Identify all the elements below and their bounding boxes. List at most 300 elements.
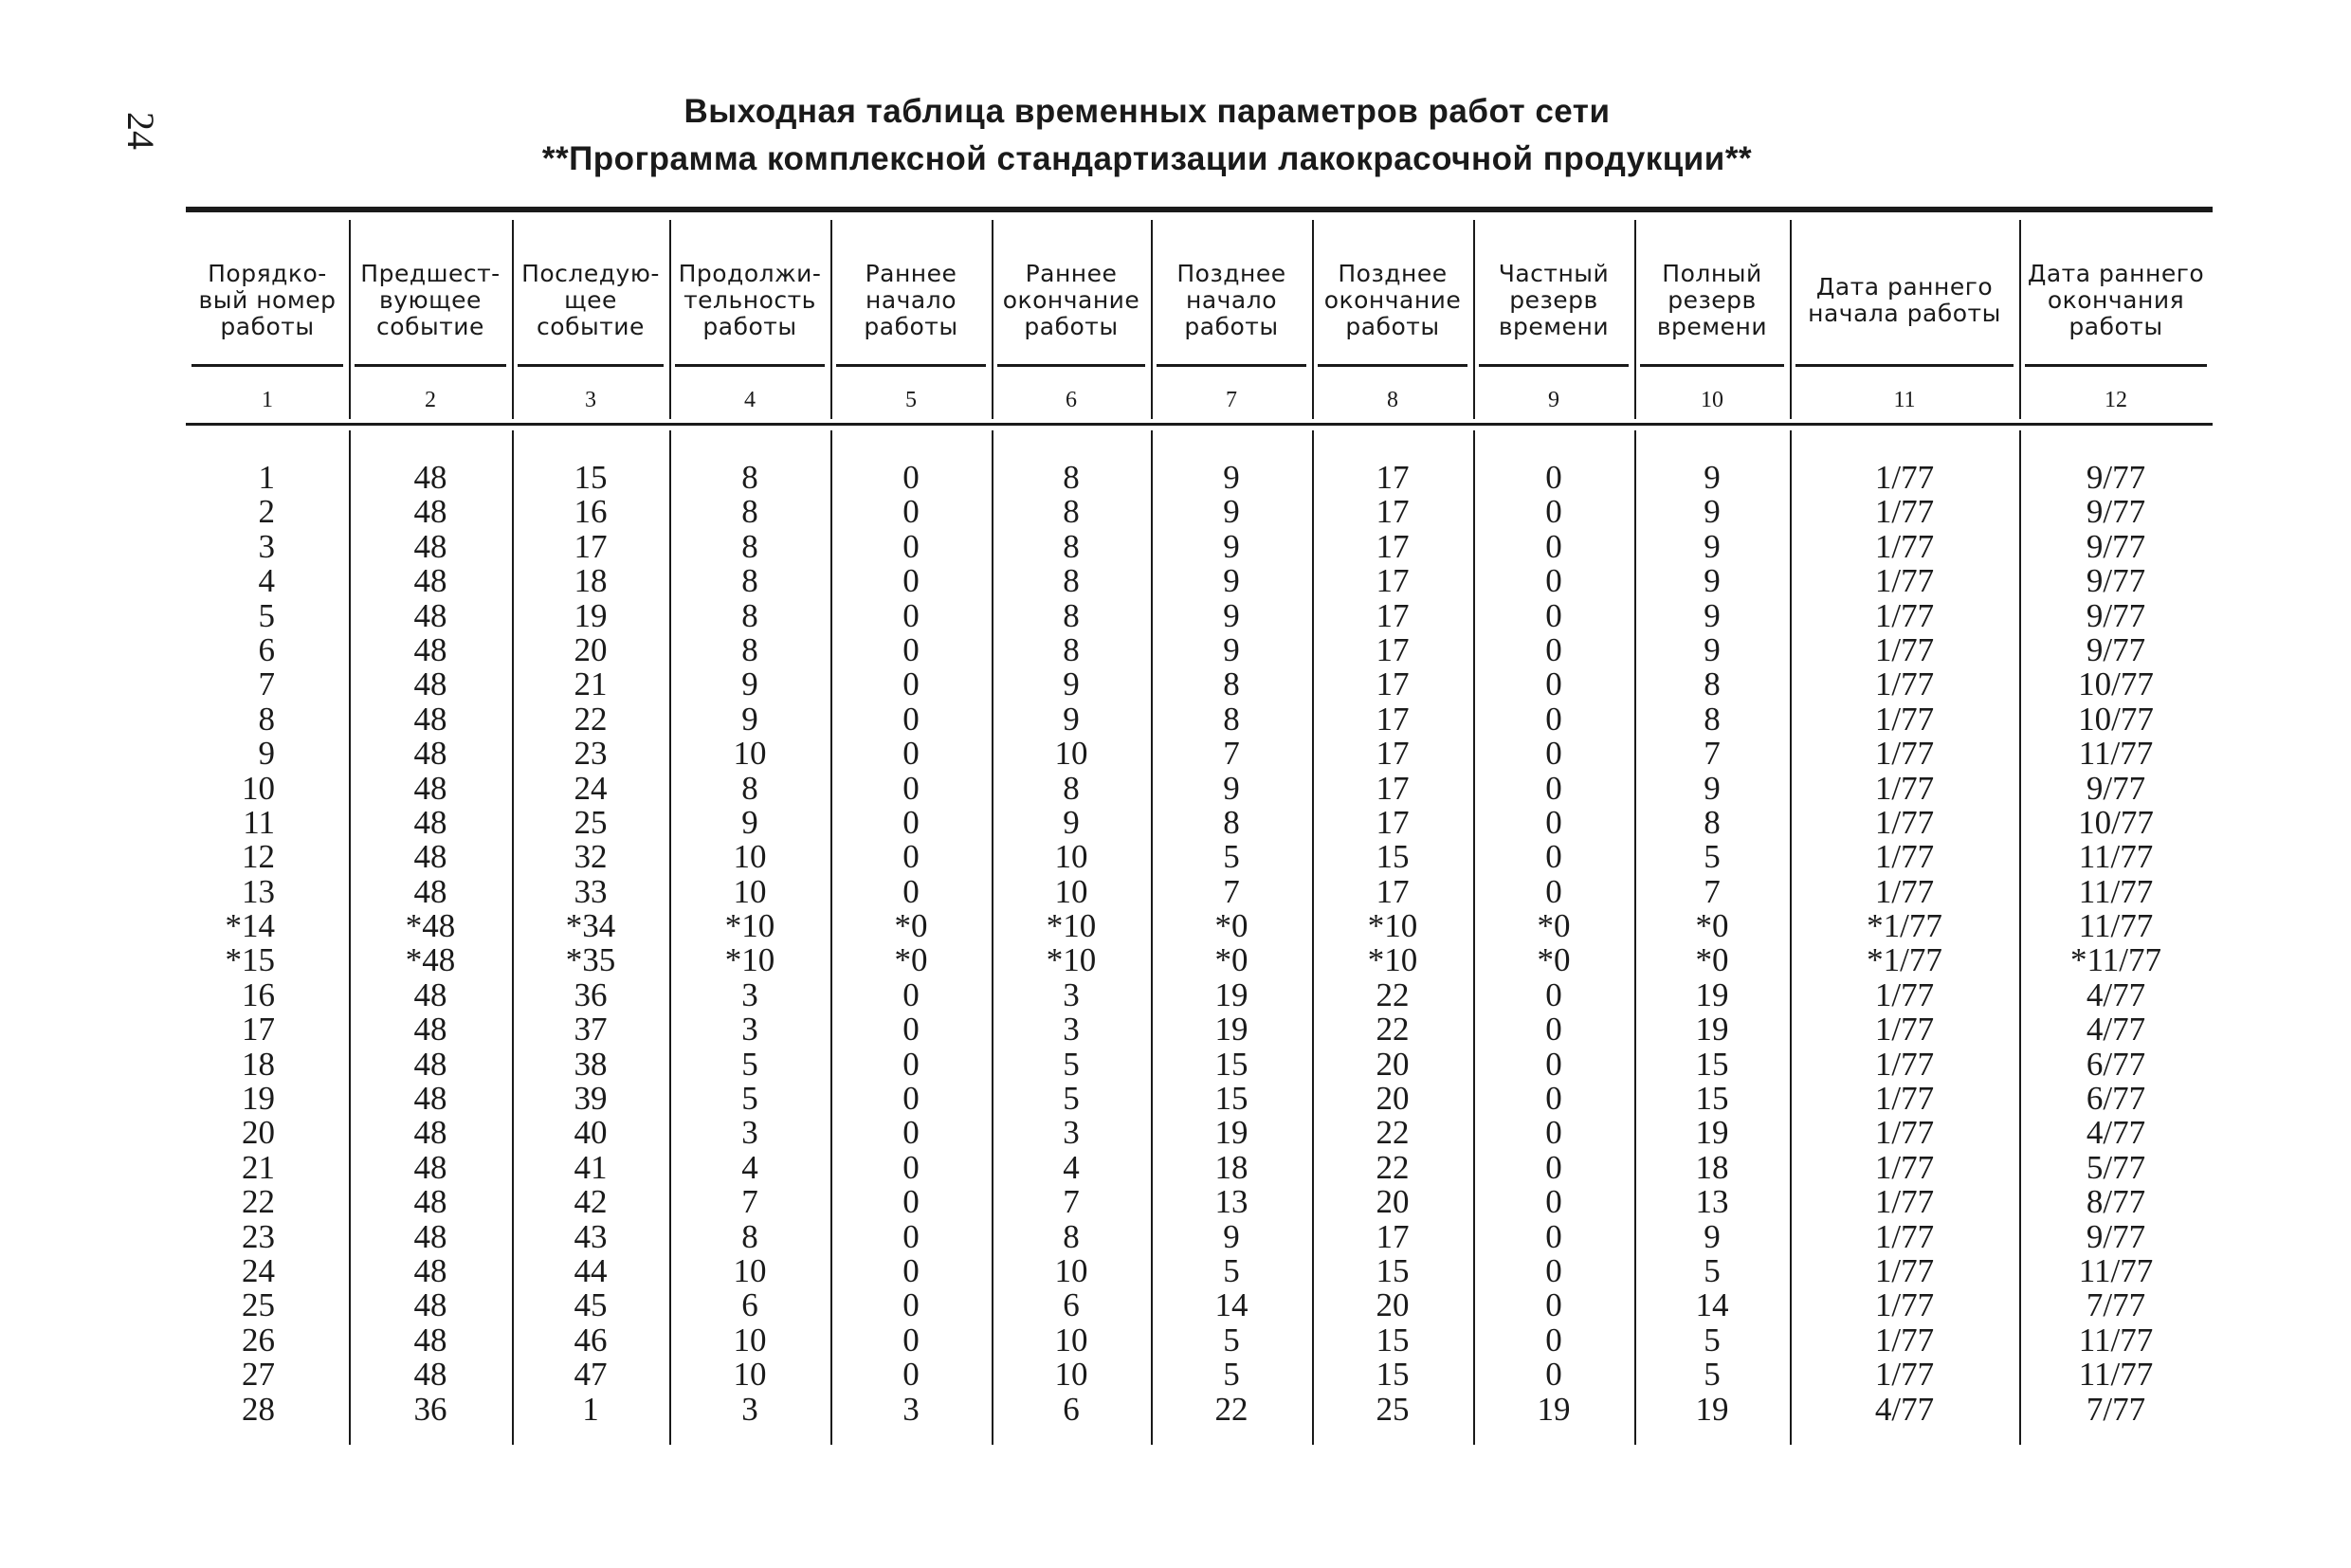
table-cell: *48 [405, 941, 456, 979]
table-cell: 9/77 [2086, 1217, 2146, 1255]
table-cell: 17 [1376, 803, 1410, 841]
table-cell: 10/77 [2078, 803, 2154, 841]
table-cell: 1 [258, 459, 275, 496]
table-cell: 48 [413, 562, 447, 600]
table-cell: 18 [1214, 1148, 1248, 1186]
table-cell: 0 [1545, 459, 1562, 496]
table-cell: 20 [1376, 1045, 1410, 1083]
table-cell: 0 [902, 527, 920, 565]
table-cell: 22 [1376, 1114, 1410, 1152]
table-cell: 10 [1054, 1356, 1088, 1394]
table-cell: 7 [1063, 1183, 1080, 1221]
table-cell: 48 [413, 1356, 447, 1394]
table-cell: 3 [741, 1011, 758, 1048]
table-cell: 8 [1704, 700, 1721, 738]
table-cell: 11/77 [2078, 1321, 2154, 1358]
table-cell: 0 [1545, 700, 1562, 738]
table-cell: 6 [1063, 1390, 1080, 1428]
table-cell: 0 [902, 1286, 920, 1324]
table-cell: 5 [1704, 838, 1721, 876]
table-cell: 0 [902, 1148, 920, 1186]
column-number: 9 [1548, 388, 1559, 412]
table-cell: *10 [1367, 941, 1418, 979]
table-cell: 7/77 [2086, 1390, 2146, 1428]
table-cell: 0 [902, 459, 920, 496]
table-cell: 48 [413, 975, 447, 1013]
table-cell: 25 [1376, 1390, 1410, 1428]
data-column [1634, 461, 1790, 1427]
column-number: 8 [1387, 388, 1398, 412]
table-cell: 0 [902, 562, 920, 600]
table-cell: 40 [574, 1114, 608, 1152]
column-header: Полный резерв времени [1656, 260, 1768, 340]
table-cell: 3 [902, 1390, 920, 1428]
table-cell: 0 [902, 872, 920, 910]
table-cell: 9/77 [2086, 493, 2146, 531]
column-number: 6 [1066, 388, 1077, 412]
table-cell: 8 [1063, 493, 1080, 531]
table-cell: 5 [741, 1045, 758, 1083]
table-cell: 9 [258, 735, 275, 773]
table-cell: 9 [1223, 459, 1240, 496]
table-cell: 1/77 [1874, 1080, 1935, 1118]
table-cell: 10 [733, 1251, 767, 1289]
table-cell: 45 [574, 1286, 608, 1324]
table-cell: *11/77 [2070, 941, 2161, 979]
table-cell: 8 [1063, 1217, 1080, 1255]
table-cell: 0 [902, 1045, 920, 1083]
table-cell: 1/77 [1874, 630, 1935, 668]
table-cell: 1/77 [1874, 665, 1935, 703]
table-cell: 15 [1376, 838, 1410, 876]
table-cell: 41 [574, 1148, 608, 1186]
table-cell: 11/77 [2078, 838, 2154, 876]
table-cell: 33 [574, 872, 608, 910]
column-header: Позднее начало работы [1176, 260, 1286, 340]
column-number: 4 [744, 388, 756, 412]
column-header: Продолжи- тельность работы [678, 260, 822, 340]
table-cell: 42 [574, 1183, 608, 1221]
table-cell: 0 [1545, 562, 1562, 600]
table-cell: 5 [1223, 1251, 1240, 1289]
table-cell: 10 [733, 1321, 767, 1358]
table-cell: 3 [741, 1390, 758, 1428]
table-cell: *10 [1367, 907, 1418, 945]
table-cell: 17 [1376, 735, 1410, 773]
table-cell: 8 [1704, 665, 1721, 703]
table-cell: 22 [1376, 1011, 1410, 1048]
header-underline [518, 364, 664, 367]
table-cell: 6 [258, 630, 275, 668]
table-cell: 15 [574, 459, 608, 496]
table-cell: 9 [1704, 562, 1721, 600]
table-cell: 0 [1545, 872, 1562, 910]
table-cell: *0 [1695, 907, 1729, 945]
table-cell: 5 [741, 1080, 758, 1118]
table-cell: 7 [258, 665, 275, 703]
table-cell: 0 [902, 1183, 920, 1221]
table-cell: 10 [242, 769, 275, 807]
column-number: 11 [1893, 388, 1916, 412]
table-cell: 3 [741, 1114, 758, 1152]
table-cell: 9 [1063, 803, 1080, 841]
table-cell: 7 [741, 1183, 758, 1221]
table-cell: 9 [1223, 1217, 1240, 1255]
table-cell: 0 [902, 493, 920, 531]
table-cell: *1/77 [1867, 907, 1942, 945]
table-cell: 0 [1545, 1183, 1562, 1221]
table-cell: 48 [413, 1080, 447, 1118]
table-cell: 1/77 [1874, 1011, 1935, 1048]
table-cell: 9/77 [2086, 769, 2146, 807]
table-cell: 16 [242, 975, 275, 1013]
table-cell: 21 [242, 1148, 275, 1186]
table-cell: 9 [741, 803, 758, 841]
table-cell: 15 [1695, 1080, 1729, 1118]
column-header: Частный резерв времени [1498, 260, 1610, 340]
table-cell: 39 [574, 1080, 608, 1118]
table-cell: 4/77 [1874, 1390, 1935, 1428]
table-cell: 3 [1063, 1114, 1080, 1152]
table-cell: *0 [1214, 907, 1248, 945]
table-cell: 1/77 [1874, 1148, 1935, 1186]
table-cell: 3 [741, 975, 758, 1013]
header-underline [2025, 364, 2207, 367]
table-cell: 4/77 [2086, 975, 2146, 1013]
column-number: 3 [585, 388, 596, 412]
column-header: Позднее окончание работы [1323, 260, 1462, 340]
data-column [1790, 461, 2019, 1427]
table-cell: 43 [574, 1217, 608, 1255]
table-cell: 1/77 [1874, 735, 1935, 773]
table-cell: 19 [1695, 1011, 1729, 1048]
table-cell: 8 [741, 527, 758, 565]
table-cell: 11/77 [2078, 1356, 2154, 1394]
table-cell: 8 [1063, 630, 1080, 668]
table-cell: 20 [242, 1114, 275, 1152]
table-cell: 9 [1704, 493, 1721, 531]
table-cell: 8 [1063, 459, 1080, 496]
table-cell: 0 [1545, 1286, 1562, 1324]
table-cell: 18 [242, 1045, 275, 1083]
table-cell: *10 [1046, 907, 1097, 945]
table-cell: 9/77 [2086, 630, 2146, 668]
table-cell: 3 [1063, 975, 1080, 1013]
table-cell: 0 [1545, 1251, 1562, 1289]
page-number: 24 [119, 112, 162, 150]
table-cell: 9/77 [2086, 562, 2146, 600]
header-underline [1479, 364, 1629, 367]
table-cell: 5/77 [2086, 1148, 2146, 1186]
column-number: 2 [425, 388, 436, 412]
table-cell: 10 [733, 1356, 767, 1394]
table-cell: 9/77 [2086, 596, 2146, 634]
table-cell: 44 [574, 1251, 608, 1289]
table-cell: 9 [1223, 527, 1240, 565]
header-underline [191, 364, 343, 367]
table-cell: 19 [1695, 975, 1729, 1013]
table-cell: 0 [902, 838, 920, 876]
table-cell: 47 [574, 1356, 608, 1394]
table-cell: 8/77 [2086, 1183, 2146, 1221]
column-header: Дата раннего начала работы [1808, 273, 2001, 327]
table-cell: 6 [741, 1286, 758, 1324]
table-cell: *0 [1537, 907, 1571, 945]
header-underline [1318, 364, 1467, 367]
table-cell: 6/77 [2086, 1080, 2146, 1118]
table-cell: 5 [1704, 1321, 1721, 1358]
table-cell: 13 [1214, 1183, 1248, 1221]
table-cell: 15 [1214, 1080, 1248, 1118]
table-cell: 10 [733, 735, 767, 773]
table-cell: *0 [894, 941, 928, 979]
table-cell: 22 [1376, 1148, 1410, 1186]
table-cell: 17 [1376, 527, 1410, 565]
table-cell: 9 [1063, 700, 1080, 738]
table-cell: *48 [405, 907, 456, 945]
table-cell: 48 [413, 872, 447, 910]
table-cell: 8 [1223, 700, 1240, 738]
table-cell: 48 [413, 803, 447, 841]
table-title: Выходная таблица временных параметров работ сети [683, 93, 1611, 130]
table-cell: 4/77 [2086, 1114, 2146, 1152]
table-cell: 8 [1223, 803, 1240, 841]
table-cell: 48 [413, 665, 447, 703]
table-cell: 0 [1545, 1114, 1562, 1152]
table-cell: 32 [574, 838, 608, 876]
table-cell: *10 [724, 941, 775, 979]
header-bottom-rule [186, 423, 2213, 426]
table-cell: 11/77 [2078, 1251, 2154, 1289]
table-cell: 10/77 [2078, 665, 2154, 703]
table-cell: 0 [1545, 769, 1562, 807]
table-cell: *0 [1695, 941, 1729, 979]
table-cell: 2 [258, 493, 275, 531]
table-cell: 0 [1545, 1011, 1562, 1048]
table-cell: 22 [574, 700, 608, 738]
data-column [186, 461, 275, 1427]
table-cell: 0 [1545, 838, 1562, 876]
table-cell: 48 [413, 769, 447, 807]
table-cell: 8 [741, 459, 758, 496]
table-cell: 48 [413, 596, 447, 634]
table-cell: 13 [1695, 1183, 1729, 1221]
table-cell: 1/77 [1874, 459, 1935, 496]
table-cell: 9 [1223, 493, 1240, 531]
table-cell: 9 [1223, 596, 1240, 634]
table-cell: 1/77 [1874, 700, 1935, 738]
table-cell: 17 [1376, 1217, 1410, 1255]
table-cell: 5 [1223, 1356, 1240, 1394]
table-cell: 1/77 [1874, 872, 1935, 910]
table-cell: 1/77 [1874, 1321, 1935, 1358]
table-subtitle: **Программа комплексной стандартизации лакокрасочной продукции** [541, 140, 1753, 177]
table-cell: 48 [413, 630, 447, 668]
table-cell: 10/77 [2078, 700, 2154, 738]
table-cell: 9 [1223, 562, 1240, 600]
table-cell: 20 [1376, 1286, 1410, 1324]
table-cell: 48 [413, 459, 447, 496]
table-cell: 0 [902, 1217, 920, 1255]
table-cell: 0 [902, 1321, 920, 1358]
table-cell: 6/77 [2086, 1045, 2146, 1083]
table-cell: 3 [1063, 1011, 1080, 1048]
table-cell: 10 [1054, 838, 1088, 876]
table-cell: 37 [574, 1011, 608, 1048]
table-cell: 1/77 [1874, 596, 1935, 634]
data-column [830, 461, 992, 1427]
table-cell: 23 [574, 735, 608, 773]
header-underline [997, 364, 1145, 367]
column-header: Раннее начало работы [864, 260, 958, 340]
table-cell: 8 [1063, 596, 1080, 634]
table-cell: 46 [574, 1321, 608, 1358]
table-cell: 48 [413, 735, 447, 773]
column-number: 7 [1226, 388, 1237, 412]
data-column [992, 461, 1151, 1427]
table-cell: 20 [574, 630, 608, 668]
data-column [669, 461, 830, 1427]
table-cell: 0 [1545, 735, 1562, 773]
table-cell: 1/77 [1874, 1286, 1935, 1324]
table-cell: 48 [413, 1217, 447, 1255]
table-cell: 9 [1704, 769, 1721, 807]
table-cell: 12 [242, 838, 275, 876]
table-cell: 0 [902, 1356, 920, 1394]
table-cell: 15 [1695, 1045, 1729, 1083]
column-number: 1 [262, 388, 273, 412]
table-cell: 9 [1704, 630, 1721, 668]
table-cell: 0 [1545, 665, 1562, 703]
table-cell: 17 [1376, 459, 1410, 496]
table-cell: 1/77 [1874, 769, 1935, 807]
table-cell: *0 [1214, 941, 1248, 979]
table-cell: 1/77 [1874, 838, 1935, 876]
table-cell: 11/77 [2078, 872, 2154, 910]
table-cell: 3 [258, 527, 275, 565]
table-cell: 9 [1223, 630, 1240, 668]
table-cell: 48 [413, 838, 447, 876]
table-cell: 0 [1545, 1356, 1562, 1394]
table-cell: 14 [1695, 1286, 1729, 1324]
header-underline [1795, 364, 2014, 367]
table-cell: 19 [1695, 1390, 1729, 1428]
column-header: Предшест- вующее событие [360, 260, 501, 340]
table-cell: 10 [1054, 872, 1088, 910]
table-cell: 9/77 [2086, 527, 2146, 565]
table-cell: 11 [243, 803, 275, 841]
column-header: Последую- щее событие [521, 260, 660, 340]
table-cell: 0 [902, 1080, 920, 1118]
table-cell: 48 [413, 700, 447, 738]
table-cell: 9 [1704, 1217, 1721, 1255]
table-cell: 17 [1376, 596, 1410, 634]
table-cell: 48 [413, 1321, 447, 1358]
table-cell: 5 [1704, 1356, 1721, 1394]
table-cell: 5 [1223, 1321, 1240, 1358]
table-cell: 8 [741, 630, 758, 668]
table-cell: 23 [242, 1217, 275, 1255]
table-cell: 48 [413, 493, 447, 531]
table-cell: 9 [1704, 596, 1721, 634]
table-cell: 1/77 [1874, 1114, 1935, 1152]
table-cell: 10 [1054, 735, 1088, 773]
table-cell: 8 [741, 1217, 758, 1255]
table-cell: 25 [574, 803, 608, 841]
table-cell: 15 [1376, 1251, 1410, 1289]
table-cell: 0 [1545, 1321, 1562, 1358]
table-cell: 28 [242, 1390, 275, 1428]
table-cell: 27 [242, 1356, 275, 1394]
table-cell: 0 [1545, 803, 1562, 841]
header-underline [1640, 364, 1784, 367]
table-cell: 9 [741, 700, 758, 738]
table-cell: 15 [1214, 1045, 1248, 1083]
table-cell: 4 [741, 1148, 758, 1186]
table-cell: 48 [413, 1183, 447, 1221]
table-cell: 1/77 [1874, 1045, 1935, 1083]
table-cell: 8 [741, 493, 758, 531]
table-cell: 38 [574, 1045, 608, 1083]
table-cell: 1/77 [1874, 527, 1935, 565]
table-cell: 0 [902, 975, 920, 1013]
table-cell: 8 [1223, 665, 1240, 703]
table-cell: 19 [1214, 975, 1248, 1013]
table-cell: 24 [574, 769, 608, 807]
table-cell: 7 [1223, 872, 1240, 910]
table-cell: 1/77 [1874, 493, 1935, 531]
header-underline [836, 364, 986, 367]
table-cell: 22 [1214, 1390, 1248, 1428]
table-cell: 5 [1704, 1251, 1721, 1289]
table-cell: 22 [242, 1183, 275, 1221]
table-cell: 9 [1704, 527, 1721, 565]
table-cell: 8 [258, 700, 275, 738]
table-cell: 48 [413, 1286, 447, 1324]
table-cell: 4 [1063, 1148, 1080, 1186]
table-cell: *15 [225, 941, 275, 979]
table-cell: 19 [1695, 1114, 1729, 1152]
table-cell: 1/77 [1874, 1251, 1935, 1289]
column-header: Порядко- вый номер работы [198, 260, 337, 340]
table-cell: 48 [413, 1148, 447, 1186]
data-column [1312, 461, 1473, 1427]
table-cell: 17 [1376, 665, 1410, 703]
table-cell: 20 [1376, 1183, 1410, 1221]
data-column [349, 461, 512, 1427]
table-cell: *0 [1537, 941, 1571, 979]
table-cell: 1/77 [1874, 803, 1935, 841]
data-column [1151, 461, 1312, 1427]
table-cell: 1 [582, 1390, 599, 1428]
column-header: Дата раннего окончания работы [2027, 260, 2205, 340]
table-cell: 10 [733, 838, 767, 876]
table-cell: 9 [1063, 665, 1080, 703]
table-cell: 8 [741, 562, 758, 600]
table-cell: 19 [574, 596, 608, 634]
data-column [1473, 461, 1634, 1427]
table-cell: 0 [1545, 493, 1562, 531]
table-cell: 8 [1063, 769, 1080, 807]
table-cell: 5 [258, 596, 275, 634]
table-cell: 0 [1545, 596, 1562, 634]
table-cell: 15 [1376, 1321, 1410, 1358]
data-column [512, 461, 669, 1427]
table-cell: 21 [574, 665, 608, 703]
table-cell: 20 [1376, 1080, 1410, 1118]
table-cell: 0 [1545, 1080, 1562, 1118]
table-cell: 0 [902, 700, 920, 738]
